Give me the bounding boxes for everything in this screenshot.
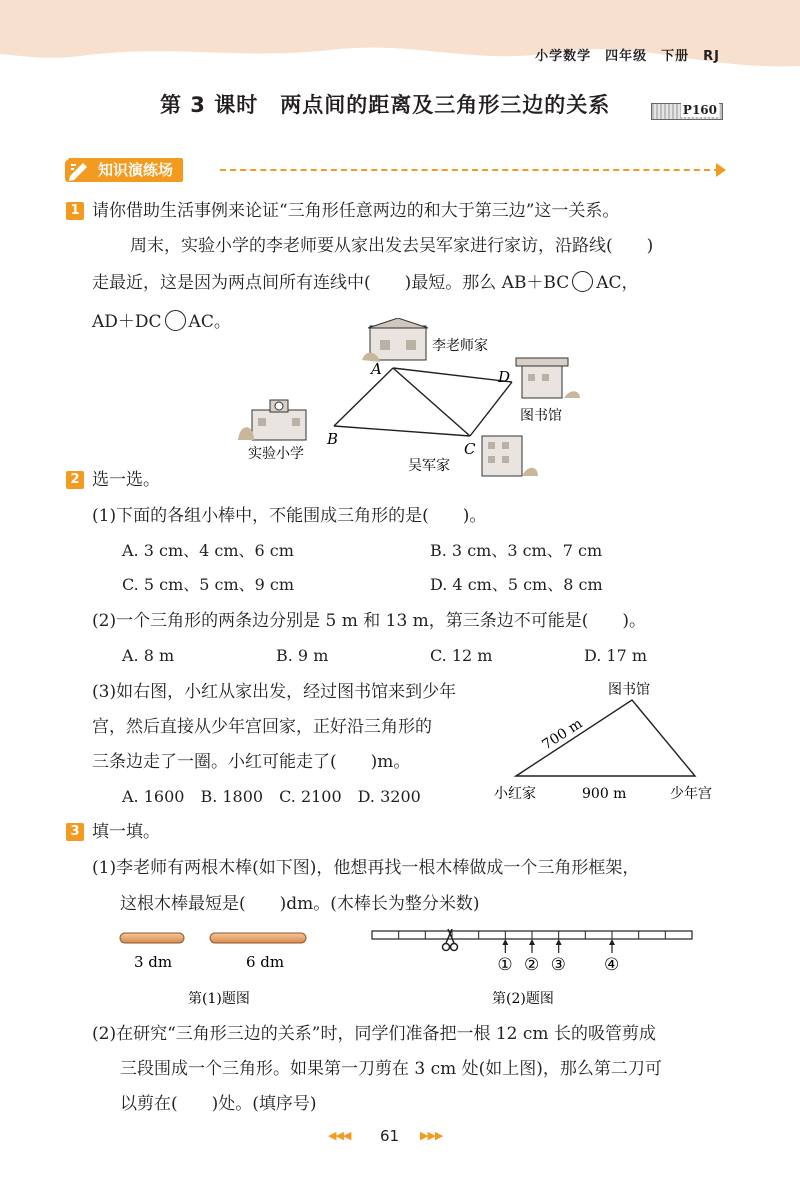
library-building-icon (516, 358, 580, 398)
q2-p3-options[interactable]: A. 1600 B. 1800 C. 2100 D. 3200 (122, 787, 421, 806)
wu-home-building-icon (482, 436, 538, 476)
side-900-label: 900 m (582, 786, 627, 802)
q3-p2-line1: (2)在研究“三角形三边的关系”时，同学们准备把一根 12 cm 长的吸管剪成 (92, 1024, 656, 1044)
library-label: 图书馆 (608, 682, 650, 698)
section-label: 知识演练场 (98, 161, 174, 179)
q3-p1-line1: (1)李老师有两根木棒(如下图)，他想再找一根木棒做成一个三角形框架， (92, 858, 640, 878)
q2-title: 选一选。 (92, 470, 160, 490)
cut-arrow-head (529, 939, 535, 945)
stick-3dm-label: 3 dm (134, 953, 173, 971)
cut-arrow-head (609, 939, 615, 945)
point-d-label: D (498, 368, 511, 386)
cut-arrow-head (502, 939, 508, 945)
point-c-label: C (464, 440, 476, 458)
route-lines (334, 368, 512, 436)
q3-p1-line2: 这根木棒最短是( )dm。(木棒长为整分米数) (120, 894, 480, 914)
q2-p1-option-b[interactable]: B. 3 cm、3 cm、7 cm (430, 541, 603, 560)
cut-marks (497, 939, 619, 975)
home-label: 小红家 (494, 786, 536, 802)
next-arrows-icon: ▶▶▶ (420, 1129, 443, 1142)
q2-p2-option-d[interactable]: D. 17 m (584, 646, 648, 665)
page-reference: P160 (682, 103, 717, 117)
page-number: 61 (380, 1127, 400, 1145)
stick-3dm (120, 933, 184, 943)
route-map-figure (230, 318, 590, 478)
q1-line3 (92, 310, 231, 333)
q3-title: 填一填。 (92, 822, 160, 842)
q1-line2 (92, 271, 639, 294)
cut-arrow-head (556, 939, 562, 945)
q1-line3-text: AD＋DC (92, 312, 162, 332)
compare-circle-2[interactable] (165, 310, 186, 331)
question-number-1: 1 (66, 202, 84, 220)
straw-figure (370, 925, 700, 1009)
q2-p1-option-a[interactable]: A. 3 cm、4 cm、6 cm (122, 541, 294, 560)
point-a-label: A (371, 360, 382, 378)
q2-p1-stem: (1)下面的各组小棒中，不能围成三角形的是( )。 (92, 506, 487, 526)
figure1-caption: 第(1)题图 (188, 991, 250, 1007)
q3-p2-line3: 以剪在( )处。(填序号) (120, 1094, 317, 1114)
cut-mark-label[interactable]: ④ (604, 955, 620, 975)
q1-line2-tail: AC， (596, 273, 639, 293)
q2-p1-option-d[interactable]: D. 4 cm、5 cm、8 cm (430, 575, 603, 594)
lesson-title: 第 3 课时 两点间的距离及三角形三边的关系 (160, 93, 611, 117)
section-divider (220, 169, 720, 171)
pencil-icon (63, 154, 95, 186)
figure2-caption: 第(2)题图 (492, 991, 554, 1007)
q1-line2-text: 走最近，这是因为两点间所有连线中( )最短。那么 AB＋BC (92, 273, 570, 293)
school-label: 实验小学 (248, 446, 304, 462)
q3-p2-line2: 三段围成一个三角形。如果第一刀剪在 3 cm 处(如上图)，那么第二刀可 (120, 1059, 662, 1079)
point-b-label: B (327, 430, 339, 448)
q2-p2-stem: (2)一个三角形的两条边分别是 5 m 和 13 m，第三条边不可能是( )。 (92, 611, 647, 631)
compare-circle-1[interactable] (572, 271, 593, 292)
q2-p1-option-c[interactable]: C. 5 cm、5 cm、9 cm (122, 575, 295, 594)
question-number-2: 2 (66, 471, 84, 489)
triangle-walk-figure (490, 678, 730, 808)
q2-p2-option-c[interactable]: C. 12 m (430, 646, 493, 665)
cut-mark-label[interactable]: ① (497, 955, 513, 975)
q2-p3-line1: (3)如右图，小红从家出发，经过图书馆来到少年 (92, 682, 457, 702)
library-label: 图书馆 (520, 408, 562, 424)
q1-line3-tail: AC。 (188, 312, 231, 332)
prev-arrows-icon: ◀◀◀ (328, 1129, 351, 1142)
header-book-info: 小学数学 四年级 下册 RJ (535, 49, 720, 64)
page-reference-badge (651, 103, 723, 120)
stick-6dm-label: 6 dm (246, 953, 285, 971)
q2-p3-line3: 三条边走了一圈。小红可能走了( )m。 (92, 752, 411, 772)
question-number-3: 3 (66, 823, 84, 841)
school-building-icon (238, 400, 306, 440)
q1-line1: 周末，实验小学的李老师要从家出发去吴军家进行家访，沿路线( ) (130, 236, 654, 256)
cut-mark-label[interactable]: ③ (550, 955, 566, 975)
q2-p3-line2: 宫，然后直接从少年宫回家，正好沿三角形的 (92, 717, 432, 737)
palace-label: 少年宫 (670, 786, 712, 802)
divider-arrow-icon (716, 163, 726, 177)
home-label: 李老师家 (432, 338, 488, 354)
cut-mark-label[interactable]: ② (524, 955, 540, 975)
q2-p2-option-b[interactable]: B. 9 m (276, 646, 329, 665)
sticks-figure (110, 925, 310, 1009)
q2-p2-option-a[interactable]: A. 8 m (122, 646, 175, 665)
wu-home-label: 吴军家 (408, 458, 450, 474)
q1-prompt: 请你借助生活事例来论证“三角形任意两边的和大于第三边”这一关系。 (92, 201, 620, 221)
home-building-icon (362, 318, 428, 362)
side-700-label: 700 m (539, 715, 586, 754)
stick-6dm (210, 933, 306, 943)
